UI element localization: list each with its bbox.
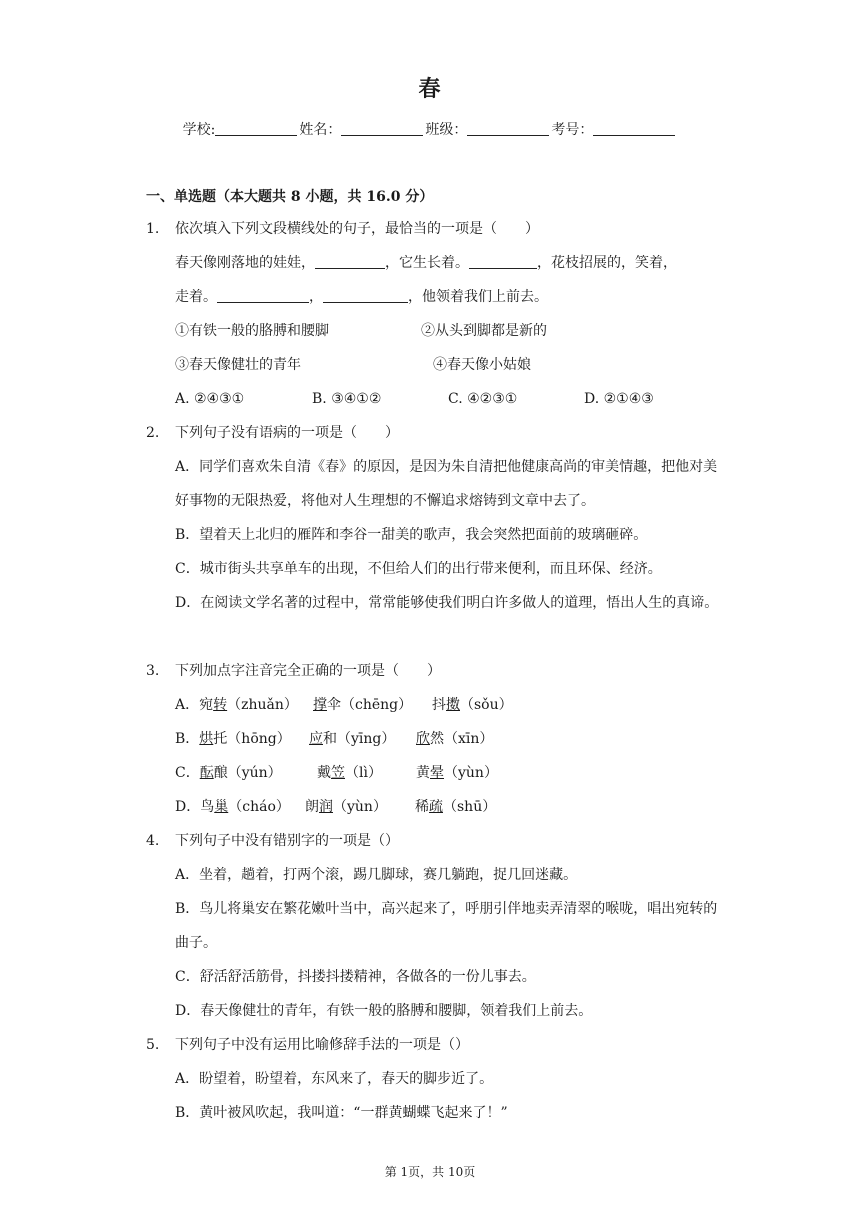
pinyin: （yùn） <box>444 765 498 781</box>
pinyin: （yùn） <box>333 799 387 815</box>
option-a-text: A．坐着，趟着，打两个滚，踢几脚球，赛几躺跑，捉几回迷藏。 <box>175 867 578 883</box>
question-2-option-c[interactable] <box>0 554 860 588</box>
question-text: 下列句子中没有运用比喻修辞手法的一项是（） <box>175 1037 469 1053</box>
pinyin: （zhuǎn） <box>227 697 298 713</box>
passage-text: ，它生长着。 <box>385 255 469 271</box>
dotted-char: 酝 <box>199 765 214 781</box>
pinyin: （sǒu） <box>460 697 513 713</box>
sentence-2: ②从头到脚都是新的 <box>421 323 547 339</box>
option-a[interactable]: A. ②④③① <box>175 391 245 407</box>
option-text: 朗 <box>305 799 319 815</box>
exam-number-label: 考号： <box>551 122 594 138</box>
option-a-text: A．同学们喜欢朱自清《春》的原因，是因为朱自清把他健康高尚的审美情趣，把他对美好事物的无限热爱，将他对人生理想的不懈追求熔铸到文章中去了。 <box>175 459 718 509</box>
question-3-option-b[interactable] <box>0 724 860 758</box>
question-1-sentences-row-1 <box>0 316 860 350</box>
pinyin: （shū） <box>443 799 497 815</box>
pinyin: 酿（yún） <box>213 765 282 781</box>
question-number: 2. <box>146 425 160 441</box>
dotted-char: 擞 <box>446 697 460 713</box>
option-c-text: C．舒活舒活筋骨，抖搂抖搂精神，各做各的一份儿事去。 <box>175 969 536 985</box>
question-text: 依次填入下列文段横线处的句子，最恰当的一项是（ ） <box>175 221 539 237</box>
dotted-char: 晕 <box>430 765 444 781</box>
passage-text: ， <box>309 289 323 305</box>
question-1-passage-line-1 <box>0 248 860 282</box>
question-text: 下列句子中没有错别字的一项是（） <box>175 833 399 849</box>
dotted-char: 巢 <box>214 799 229 815</box>
passage-text: ，他领着我们上前去。 <box>408 289 548 305</box>
question-3-option-a[interactable] <box>0 690 860 724</box>
question-number: 4. <box>146 833 160 849</box>
question-number: 1. <box>146 221 160 237</box>
option-b[interactable]: B. ③④①② <box>312 391 382 407</box>
fill-blank <box>315 254 385 269</box>
dotted-char: 烘 <box>199 731 214 747</box>
passage-text: 走着。 <box>175 289 217 305</box>
page-title: 春 <box>418 76 442 102</box>
dotted-char: 撑 <box>313 697 327 713</box>
pinyin: 伞（chēng） <box>327 697 413 713</box>
dotted-char: 应 <box>309 731 323 747</box>
option-a-text: A．盼望着，盼望着，东风来了，春天的脚步近了。 <box>175 1071 494 1087</box>
passage-text: ，花枝招展的，笑着， <box>537 255 677 271</box>
sentence-1: ①有铁一般的胳膊和腰脚 <box>175 323 329 339</box>
option-c-text: C．城市街头共享单车的出现，不但给人们的出行带来便利，而且环保、经济。 <box>175 561 662 577</box>
fill-blank <box>469 254 537 269</box>
question-3-option-c[interactable] <box>0 758 860 792</box>
question-2-option-b[interactable] <box>0 520 860 554</box>
question-4-option-a[interactable] <box>0 860 860 894</box>
question-4-option-c[interactable] <box>0 962 860 996</box>
dotted-char: 笠 <box>331 765 345 781</box>
question-2-option-d[interactable] <box>0 588 860 656</box>
option-b-text: B．鸟儿将巢安在繁花嫩叶当中，高兴起来了，呼朋引伴地卖弄清翠的喉咙，唱出宛转的曲子。 <box>175 901 718 951</box>
question-1-passage-line-2 <box>0 282 860 316</box>
class-blank[interactable] <box>467 121 549 136</box>
exam-number-blank[interactable] <box>593 121 675 136</box>
question-text: 下列句子没有语病的一项是（ ） <box>175 425 399 441</box>
sentence-4: ④春天像小姑娘 <box>433 357 531 373</box>
option-c[interactable]: C. ④②③① <box>448 391 518 407</box>
question-4-option-b[interactable] <box>0 894 860 962</box>
option-d-text: D．春天像健壮的青年，有铁一般的胳膊和腰脚，领着我们上前去。 <box>175 1003 593 1019</box>
questions <box>0 214 860 1132</box>
question-text: 下列加点字注音完全正确的一项是（ ） <box>175 663 441 679</box>
option-text: A．宛 <box>175 697 214 713</box>
question-4-stem <box>0 826 860 860</box>
dotted-char: 转 <box>213 697 228 713</box>
student-info-line <box>0 119 860 139</box>
pinyin: （cháo） <box>228 799 290 815</box>
option-text: B． <box>175 731 200 747</box>
question-5-option-b[interactable] <box>0 1098 860 1132</box>
option-text: 稀 <box>415 799 429 815</box>
option-text: 抖 <box>432 697 446 713</box>
school-blank[interactable] <box>215 121 297 136</box>
pinyin: 和（yīng） <box>323 731 396 747</box>
option-d[interactable]: D. ②①④③ <box>584 391 654 407</box>
dotted-char: 欣 <box>416 731 430 747</box>
option-d-text: D．在阅读文学名著的过程中，常常能够使我们明白许多做人的道理，悟出人生的真谛。 <box>175 595 719 611</box>
option-text: 戴 <box>317 765 331 781</box>
question-1-sentences-row-2 <box>0 350 860 384</box>
page-footer: 第 1页，共 10页 <box>384 1165 476 1179</box>
question-2-stem <box>0 418 860 452</box>
class-label: 班级： <box>425 122 468 138</box>
question-1-stem <box>0 214 860 248</box>
fill-blank <box>217 288 309 303</box>
school-label: 学校: <box>182 122 216 138</box>
fill-blank <box>323 288 408 303</box>
name-label: 姓名： <box>299 122 342 138</box>
question-5-option-a[interactable] <box>0 1064 860 1098</box>
option-b-text: B．黄叶被风吹起，我叫道：“一群黄蝴蝶飞起来了！” <box>175 1105 508 1121</box>
dotted-char: 润 <box>319 799 333 815</box>
option-text: D．鸟 <box>175 799 215 815</box>
question-2-option-a[interactable] <box>0 452 860 520</box>
question-3-option-d[interactable] <box>0 792 860 826</box>
pinyin: 托（hōng） <box>213 731 291 747</box>
question-number: 3. <box>146 663 160 679</box>
option-b-text: B．望着天上北归的雁阵和李谷一甜美的歌声，我会突然把面前的玻璃砸碎。 <box>175 527 648 543</box>
dotted-char: 疏 <box>429 799 443 815</box>
question-5-stem <box>0 1030 860 1064</box>
pinyin: （lì） <box>345 765 382 781</box>
question-number: 5. <box>146 1037 160 1053</box>
passage-text: 春天像刚落地的娃娃， <box>175 255 315 271</box>
sentence-3: ③春天像健壮的青年 <box>175 357 301 373</box>
question-3-stem <box>0 656 860 690</box>
section-heading: 一、单选题（本大题共 8 小题，共 16.0 分） <box>146 189 434 205</box>
question-4-option-d[interactable] <box>0 996 860 1030</box>
question-1-options <box>0 384 860 418</box>
pinyin: 然（xīn） <box>430 731 494 747</box>
name-blank[interactable] <box>341 121 423 136</box>
option-text: 黄 <box>416 765 430 781</box>
option-text: C． <box>175 765 200 781</box>
